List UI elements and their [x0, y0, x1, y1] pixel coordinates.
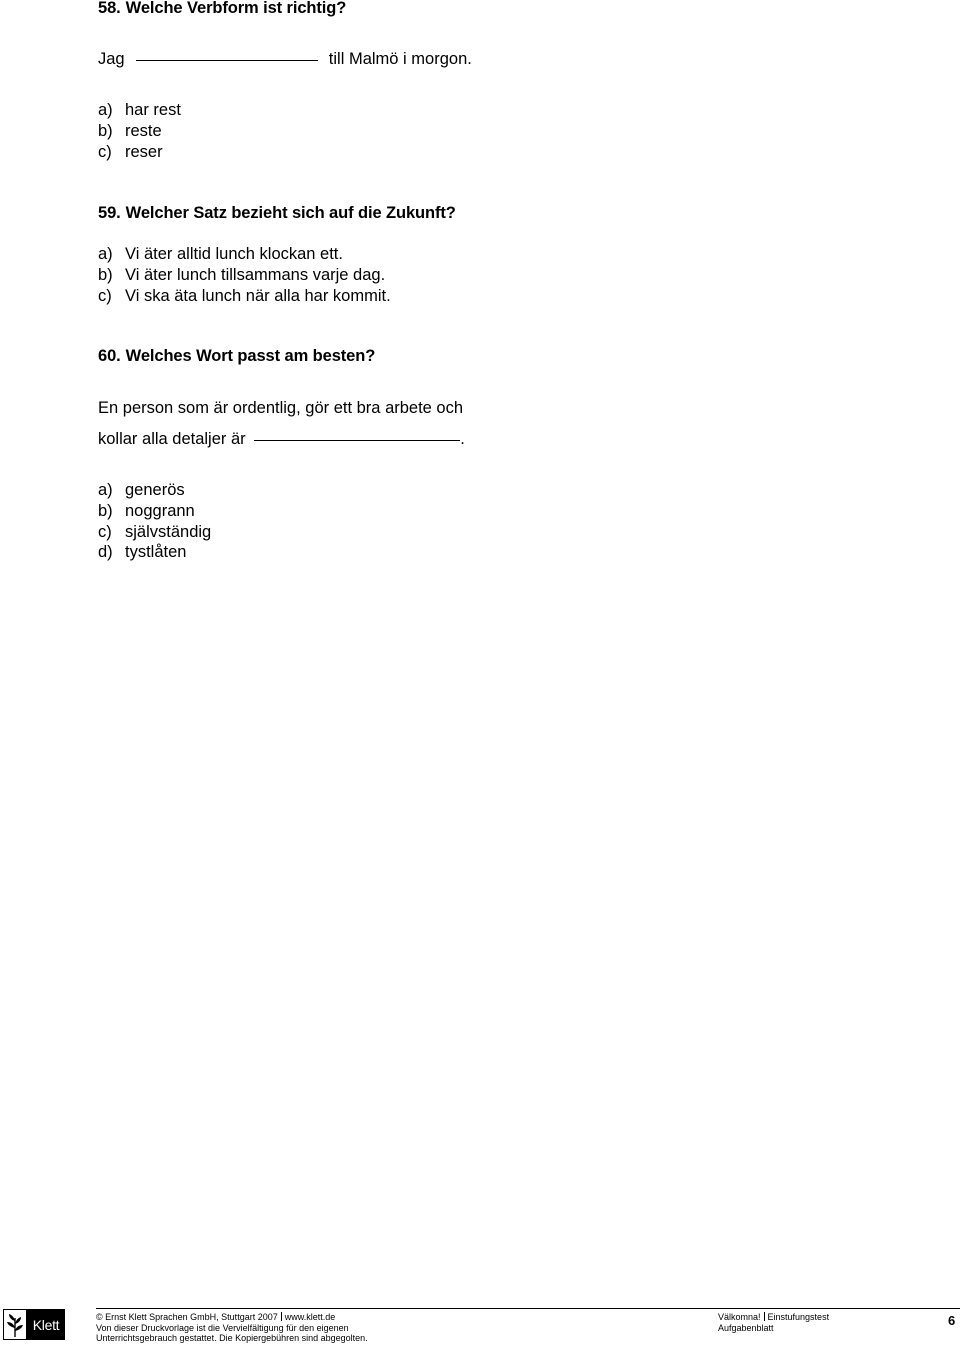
option-b[interactable]: b) Vi äter lunch tillsammans varje dag.	[98, 266, 386, 284]
question-number: 60.	[98, 347, 121, 365]
question-59-title	[98, 204, 456, 223]
option-d[interactable]: d) tystlåten	[98, 543, 187, 561]
question-60-sentence-line1: En person som är ordentlig, gör ett bra arbete och	[98, 399, 464, 417]
copy-notice-line2: Unterrichtsgebrauch gestattet. Die Kopiergebühren sind abgegolten.	[96, 1333, 368, 1343]
question-heading: Welches Wort passt am besten?	[125, 347, 376, 365]
question-60-sentence-line2: kollar alla detaljer är .	[98, 430, 465, 448]
option-b[interactable]: b) reste	[98, 122, 162, 140]
separator	[281, 1312, 282, 1321]
separator	[764, 1312, 765, 1321]
answer-blank[interactable]	[136, 59, 318, 61]
page-number: 6	[948, 1313, 956, 1328]
question-number: 59.	[98, 204, 121, 222]
question-number: 58.	[98, 0, 121, 17]
question-heading: Welcher Satz bezieht sich auf die Zukunft?	[125, 204, 456, 222]
copyright-text: © Ernst Klett Sprachen GmbH, Stuttgart 2007	[96, 1312, 278, 1322]
option-c[interactable]: c) Vi ska äta lunch när alla har kommit.	[98, 287, 391, 305]
copy-notice-line1: Von dieser Druckvorlage ist die Vervielfältigung für den eigenen	[96, 1322, 349, 1333]
website-link[interactable]: www.klett.de	[284, 1312, 336, 1322]
sheet-label: Aufgabenblatt	[718, 1322, 774, 1333]
logo-wordmark: Klett	[27, 1309, 65, 1340]
question-58-title	[98, 0, 346, 18]
plant-icon	[3, 1309, 27, 1340]
klett-logo	[3, 1309, 65, 1340]
question-heading: Welche Verbform ist richtig?	[125, 0, 347, 17]
option-a[interactable]: a) har rest	[98, 101, 181, 119]
option-b[interactable]: b) noggrann	[98, 502, 195, 520]
test-name: Einstufungstest	[767, 1312, 830, 1322]
footer-divider	[96, 1308, 960, 1309]
option-c[interactable]: c) självständig	[98, 523, 212, 541]
series-name: Välkomna!	[718, 1312, 761, 1322]
answer-blank[interactable]	[254, 439, 460, 441]
question-58-sentence: Jag till Malmö i morgon.	[98, 50, 472, 68]
footer-series	[718, 1312, 829, 1333]
question-60-title	[98, 347, 375, 366]
option-a[interactable]: a) Vi äter alltid lunch klockan ett.	[98, 245, 343, 263]
footer-copyright	[96, 1312, 368, 1344]
option-c[interactable]: c) reser	[98, 143, 163, 161]
option-a[interactable]: a) generös	[98, 481, 185, 499]
